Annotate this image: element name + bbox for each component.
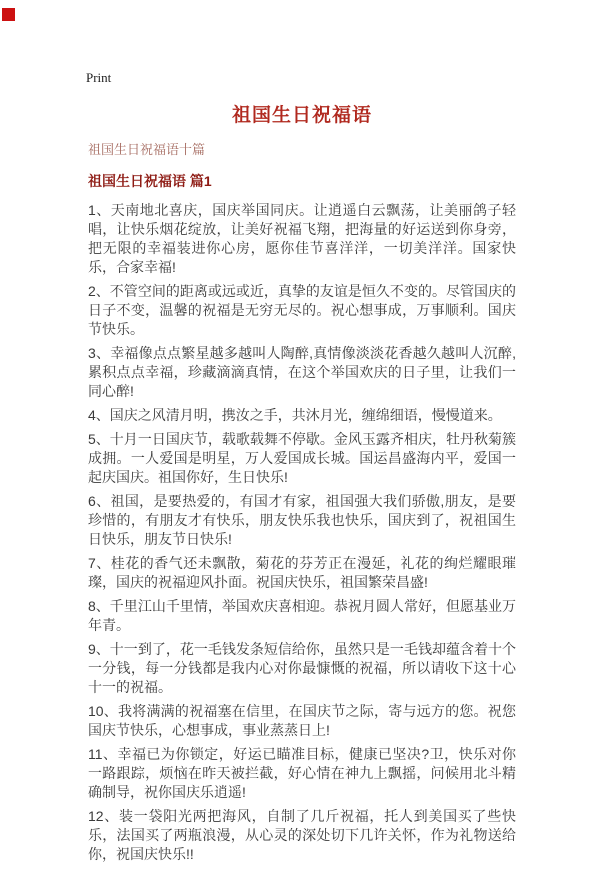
wish-paragraph: 5、十月一日国庆节，载歌载舞不停歇。金风玉露齐相庆，牡丹秋菊簇成拥。一人爱国是明星，万人爱国成长城。国运昌盛海内平，爱国一起庆国庆。祖国你好，生日快乐!	[88, 431, 516, 485]
wish-paragraph: 7、桂花的香气还未飘散，菊花的芬芳正在漫延，礼花的绚烂耀眼璀璨，国庆的祝福迎风扑面。祝国庆快乐，祖国繁荣昌盛!	[88, 555, 516, 590]
document-subtitle: 祖国生日祝福语十篇	[88, 142, 206, 157]
wish-paragraph: 4、国庆之风清月明，携汝之手，共沐月光，缠绵细语，慢慢道来。	[88, 407, 502, 423]
wish-paragraph: 9、十一到了，花一毛钱发条短信给你，虽然只是一毛钱却蕴含着十个一分钱，每一分钱都是我内心对你最慷慨的祝福，所以请收下这十心十一的祝福。	[88, 641, 516, 695]
wish-paragraph: 6、祖国，是要热爱的，有国才有家，祖国强大我们骄傲,朋友，是要珍惜的，有朋友才有快乐，朋友快乐我也快乐，国庆到了，祝祖国生日快乐，朋友节日快乐!	[88, 493, 516, 547]
wish-paragraph: 8、千里江山千里情，举国欢庆喜相迎。恭祝月圆人常好，但愿基业万年青。	[88, 598, 516, 633]
print-button[interactable]: Print	[86, 70, 112, 85]
section-heading: 祖国生日祝福语 篇1	[88, 173, 212, 189]
wish-paragraph: 11、幸福已为你锁定，好运已瞄准目标，健康已坚决?卫，快乐对你一路跟踪，烦恼在昨天被拦截，好心情在神九上飘摇，问候用北斗精确制导，祝你国庆乐逍遥!	[88, 746, 516, 800]
wish-paragraph: 3、幸福像点点繁星越多越叫人陶醉,真情像淡淡花香越久越叫人沉醉,累积点点幸福，珍藏滴滴真情，在这个举国欢庆的日子里，让我们一同心醉!	[88, 345, 516, 399]
page-title: 祖国生日祝福语	[231, 105, 372, 126]
wish-paragraph: 1、天南地北喜庆，国庆举国同庆。让逍遥白云飘荡，让美丽鸽子轻唱，让快乐烟花绽放，让美好祝福飞翔，把海量的好运送到你身旁，把无限的幸福装进你心房，愿你佳节喜洋洋，一切美洋洋。国家快乐，合家幸福!	[88, 202, 516, 275]
wish-paragraph: 2、不管空间的距离或远或近，真挚的友谊是恒久不变的。尽管国庆的日子不变，温馨的祝福是无穷无尽的。祝心想事成，万事顺利。国庆节快乐。	[88, 283, 516, 337]
red-corner-marker	[2, 8, 15, 21]
wish-list	[88, 201, 516, 864]
document-content	[88, 100, 516, 869]
wish-paragraph: 12、装一袋阳光两把海风，自制了几斤祝福，托人到美国买了些快乐，法国买了两瓶浪漫，从心灵的深处切下几许关怀，作为礼物送给你，祝国庆快乐!!	[88, 808, 516, 862]
wish-paragraph: 10、我将满满的祝福塞在信里，在国庆节之际，寄与远方的您。祝您国庆节快乐，心想事成，事业蒸蒸日上!	[88, 703, 516, 738]
